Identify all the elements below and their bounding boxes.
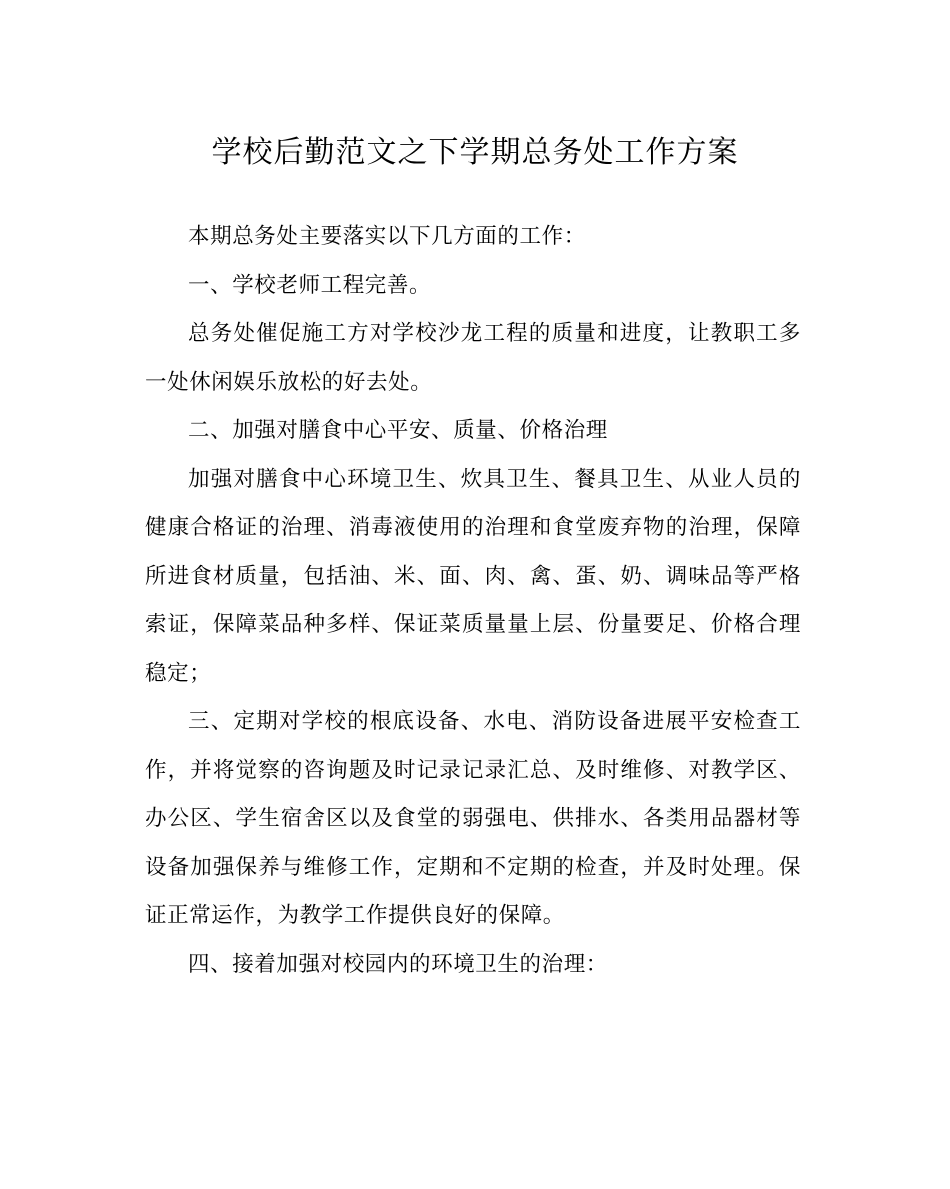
paragraph-section-3: 三、定期对学校的根底设备、水电、消防设备进展平安检查工作，并将觉察的咨询题及时记录记录汇总、及时维修、对教学区、办公区、学生宿舍区以及食堂的弱强电、供排水、各类用品器材等设备加强保养与维修工作，定期和不定期的检查，并及时处理。保证正常运作，为教学工作提供良好的保障。 bbox=[145, 709, 801, 928]
paragraph-section-1-heading: 一、学校老师工程完善。 bbox=[188, 272, 432, 298]
document-body bbox=[145, 213, 801, 989]
paragraph-section-1-body: 总务处催促施工方对学校沙龙工程的质量和进度，让教职工多一处休闲娱乐放松的好去处。 bbox=[145, 321, 801, 395]
document-title: 学校后勤范文之下学期总务处工作方案 bbox=[211, 135, 739, 170]
paragraph-section-2-body: 加强对膳食中心环境卫生、炊具卫生、餐具卫生、从业人员的健康合格证的治理、消毒液使用的治理和食堂废弃物的治理，保障所进食材质量，包括油、米、面、肉、禽、蛋、奶、调味品等严格索证，保障菜品种多样、保证菜质量量上层、份量要足、价格合理稳定； bbox=[145, 466, 801, 686]
paragraph-section-4-heading: 四、接着加强对校园内的环境卫生的治理： bbox=[188, 951, 608, 977]
paragraph-section-2-heading: 二、加强对膳食中心平安、质量、价格治理 bbox=[188, 418, 608, 443]
paragraph-intro: 本期总务处主要落实以下几方面的工作： bbox=[188, 224, 586, 249]
